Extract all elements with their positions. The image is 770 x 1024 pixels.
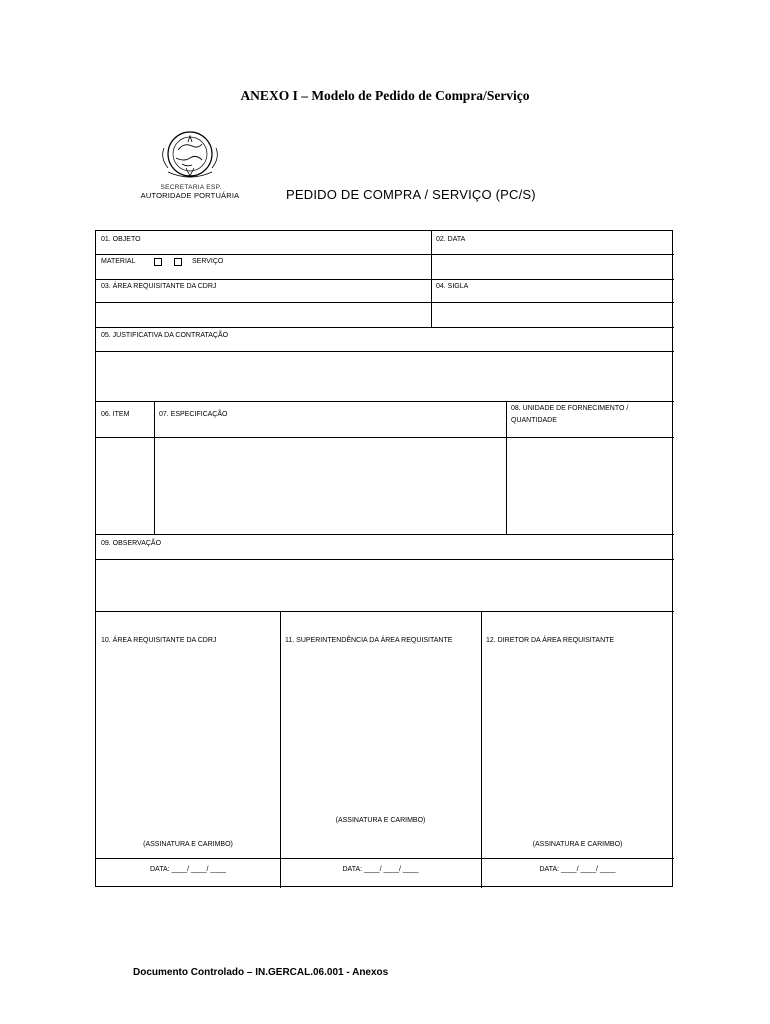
label-item: 06. ITEM (101, 411, 130, 418)
label-area-requisitante: 03. ÁREA REQUISITANTE DA CDRJ (101, 283, 217, 290)
row-divider (96, 611, 674, 612)
row-divider (96, 302, 674, 303)
label-sig-superintendencia: 11. SUPERINTENDÊNCIA DA ÁREA REQUISITANTE (285, 637, 453, 644)
org-name: AUTORIDADE PORTUÁRIA (140, 191, 240, 200)
org-subtitle: SECRETARIA ESP. (160, 184, 222, 191)
row-divider (96, 437, 674, 438)
row-divider (96, 279, 674, 280)
date-line: DATA: ____/ ____/ ____ (539, 866, 616, 873)
footer-text: Documento Controlado – IN.GERCAL.06.001 - Anexos (133, 967, 389, 978)
date-line: DATA: ____/ ____/ ____ (149, 866, 226, 873)
request-form (95, 230, 673, 887)
label-unidade-quantidade: 08. UNIDADE DE FORNECIMENTO / QUANTIDADE (511, 405, 629, 424)
signature-caption: (ASSINATURA E CARIMBO) (532, 841, 623, 848)
signature-caption: (ASSINATURA E CARIMBO) (335, 817, 426, 824)
label-sigla: 04. SIGLA (436, 283, 469, 290)
row-divider (96, 327, 674, 328)
emblem-icon (158, 128, 222, 186)
annex-title: ANEXO I – Modelo de Pedido de Compra/Serviço (240, 88, 530, 103)
label-especificacao: 07. ESPECIFICAÇÃO (159, 411, 228, 418)
row-divider (96, 401, 674, 402)
date-line: DATA: ____/ ____/ ____ (342, 866, 419, 873)
label-servico: SERVIÇO (192, 258, 224, 265)
col-divider (431, 231, 432, 327)
col-divider (280, 611, 281, 888)
row-divider (96, 534, 674, 535)
label-sig-diretor: 12. DIRETOR DA ÁREA REQUISITANTE (486, 637, 615, 644)
label-material: MATERIAL (101, 258, 136, 265)
row-divider (96, 858, 674, 859)
label-sig-area: 10. ÁREA REQUISITANTE DA CDRJ (101, 637, 217, 644)
checkbox-servico[interactable] (174, 258, 182, 266)
col-divider (506, 401, 507, 534)
row-divider (96, 559, 674, 560)
row-divider (96, 254, 674, 255)
row-divider (96, 351, 674, 352)
label-observacao: 09. OBSERVAÇÃO (101, 540, 162, 547)
label-objeto: 01. OBJETO (101, 236, 141, 243)
signature-caption: (ASSINATURA E CARIMBO) (143, 841, 233, 848)
col-divider (154, 401, 155, 534)
label-data: 02. DATA (436, 236, 466, 243)
label-justificativa: 05. JUSTIFICATIVA DA CONTRATAÇÃO (101, 332, 229, 339)
form-title: PEDIDO DE COMPRA / SERVIÇO (PC/S) (286, 187, 536, 202)
checkbox-material[interactable] (154, 258, 162, 266)
